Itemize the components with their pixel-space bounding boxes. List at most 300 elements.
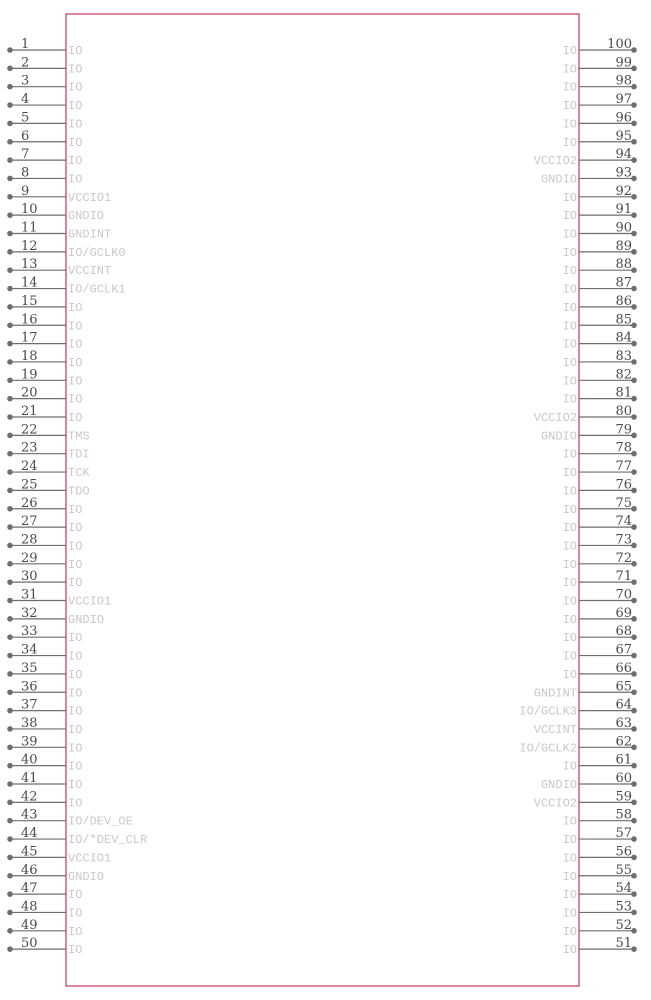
pin-2 [7, 55, 82, 76]
pin-number: 74 [615, 514, 632, 530]
pin-number: 10 [21, 202, 38, 218]
pin-28 [7, 532, 82, 553]
pin-end-dot [7, 579, 13, 585]
pin-number: 67 [615, 642, 632, 658]
pin-number: 37 [21, 697, 38, 713]
pin-6 [7, 129, 82, 150]
pin-name: IO [68, 796, 83, 811]
pin-number: 86 [615, 293, 632, 309]
pin-number: 96 [615, 110, 632, 126]
pin-end-dot [631, 249, 637, 255]
pin-1 [7, 37, 82, 58]
pin-name: IO/DEV_OE [68, 814, 133, 829]
pin-end-dot [631, 212, 637, 218]
pin-number: 80 [615, 404, 632, 419]
pin-end-dot [7, 212, 13, 218]
pin-number: 24 [21, 459, 38, 475]
pin-end-dot [7, 818, 13, 824]
pin-name: VCCIO1 [68, 594, 112, 609]
pin-number: 56 [615, 844, 632, 860]
pin-5 [7, 110, 82, 131]
pin-number: 81 [615, 385, 632, 401]
right-pin-column [519, 37, 636, 957]
pin-end-dot [7, 543, 13, 549]
pin-number: 73 [615, 532, 632, 548]
pin-end-dot [7, 781, 13, 787]
pin-name: IO/GCLK3 [519, 704, 577, 719]
pin-end-dot [7, 194, 13, 200]
pin-name: IO [68, 80, 83, 95]
pin-end-dot [7, 451, 13, 457]
pin-end-dot [7, 726, 13, 732]
pin-name: IO [68, 502, 83, 517]
pin-end-dot [7, 946, 13, 952]
pin-name: IO [562, 539, 577, 554]
pin-50 [7, 936, 82, 957]
pin-number: 78 [615, 440, 632, 456]
pin-name: IO [562, 282, 577, 297]
pin-name: IO [68, 539, 83, 554]
pin-22 [7, 422, 89, 443]
pin-48 [7, 899, 82, 920]
pin-end-dot [7, 341, 13, 347]
pin-end-dot [631, 488, 637, 494]
pin-end-dot [631, 396, 637, 402]
pin-end-dot [631, 745, 637, 751]
pin-name: IO [68, 722, 83, 737]
pin-name: TCK [68, 466, 90, 481]
pin-name: VCCINT [68, 264, 112, 279]
pin-17 [7, 331, 82, 352]
pin-number: 77 [615, 459, 632, 475]
pin-name: IO [562, 99, 577, 114]
pin-end-dot [631, 414, 637, 420]
pin-40 [7, 753, 82, 774]
pin-end-dot [631, 157, 637, 163]
pin-end-dot [7, 378, 13, 384]
pin-20 [7, 386, 82, 407]
pin-21 [7, 404, 82, 425]
pin-number: 61 [615, 752, 632, 768]
pin-name: GNDIO [540, 429, 577, 444]
pin-end-dot [7, 102, 13, 108]
pin-42 [7, 789, 82, 810]
pin-3 [7, 74, 82, 95]
pin-end-dot [631, 781, 637, 787]
pin-39 [7, 734, 82, 755]
pin-number: 92 [615, 183, 632, 199]
pin-end-dot [631, 671, 637, 677]
pin-name: VCCIO2 [533, 154, 577, 169]
pin-51 [563, 936, 637, 957]
pin-end-dot [631, 322, 637, 328]
pin-name: IO [562, 667, 577, 682]
pin-name: IO [562, 759, 577, 774]
pin-name: IO [562, 355, 577, 370]
pin-number: 7 [21, 147, 30, 163]
pin-name: IO [562, 594, 577, 609]
pin-end-dot [7, 634, 13, 640]
pin-number: 48 [21, 899, 38, 915]
pin-end-dot [631, 231, 637, 237]
pin-number: 94 [615, 147, 632, 163]
pin-name: IO [68, 924, 83, 939]
pin-number: 72 [615, 550, 632, 566]
pin-name: IO [562, 576, 577, 591]
pin-name: GNDIO [540, 778, 577, 792]
pin-end-dot [7, 359, 13, 365]
pin-name: IO [562, 392, 577, 407]
pin-number: 17 [21, 330, 38, 346]
pin-number: 4 [21, 92, 30, 108]
pin-end-dot [7, 689, 13, 695]
left-pin-column [7, 37, 147, 957]
pin-name: IO [68, 557, 83, 572]
pin-number: 46 [21, 862, 38, 878]
pin-end-dot [631, 946, 637, 952]
pin-name: IO [68, 300, 83, 315]
pin-end-dot [7, 286, 13, 292]
pin-end-dot [631, 451, 637, 457]
pin-end-dot [631, 66, 637, 72]
pin-name: IO [68, 154, 83, 169]
pin-name: TDO [68, 484, 90, 499]
pin-name: IO [562, 319, 577, 334]
pin-name: IO [562, 649, 577, 664]
pin-38 [7, 716, 82, 737]
pin-end-dot [631, 726, 637, 732]
pin-name: IO [68, 741, 83, 756]
pin-name: IO [562, 44, 577, 58]
pin-number: 54 [615, 881, 632, 897]
pin-name: VCCIO1 [68, 190, 112, 205]
pin-number: 68 [615, 624, 632, 640]
pin-number: 12 [21, 238, 38, 254]
pin-19 [7, 367, 82, 388]
pin-end-dot [7, 396, 13, 402]
pin-number: 88 [615, 257, 632, 273]
pin-end-dot [7, 598, 13, 604]
pin-number: 19 [21, 367, 38, 383]
pin-35 [7, 661, 82, 682]
pin-number: 26 [21, 495, 38, 511]
pin-number: 40 [21, 752, 38, 768]
pin-name: IO [68, 411, 83, 425]
pin-number: 8 [21, 165, 30, 181]
pin-number: 47 [21, 881, 38, 897]
pin-end-dot [631, 653, 637, 659]
pin-number: 29 [21, 550, 38, 566]
pin-number: 15 [21, 293, 38, 309]
pin-name: IO [68, 759, 83, 774]
pin-number: 52 [615, 917, 632, 933]
pin-number: 60 [615, 771, 632, 786]
pin-name: IO [68, 337, 83, 352]
pin-end-dot [631, 378, 637, 384]
pin-number: 2 [21, 55, 30, 71]
pin-end-dot [7, 121, 13, 127]
pin-number: 13 [21, 257, 38, 273]
pin-number: 28 [21, 532, 38, 548]
pin-end-dot [7, 653, 13, 659]
pin-number: 20 [21, 385, 38, 401]
pin-number: 51 [615, 936, 632, 952]
pin-name: TDI [68, 447, 90, 462]
pin-end-dot [631, 873, 637, 879]
pin-name: IO [562, 374, 577, 389]
pin-name: IO [68, 62, 83, 77]
pin-name: GNDIO [68, 209, 105, 224]
pin-8 [7, 165, 82, 186]
pin-number: 87 [615, 275, 632, 291]
pin-number: 36 [21, 679, 38, 695]
pin-end-dot [7, 249, 13, 255]
pin-number: 25 [21, 477, 38, 493]
pin-end-dot [631, 543, 637, 549]
pin-name: IO [68, 576, 83, 591]
pin-15 [7, 294, 82, 315]
pin-end-dot [631, 267, 637, 273]
pin-number: 1 [21, 37, 30, 52]
pin-end-dot [631, 121, 637, 127]
pin-end-dot [7, 157, 13, 163]
pin-name: VCCIO2 [533, 411, 577, 425]
pin-number: 90 [615, 220, 632, 236]
pin-number: 85 [615, 312, 632, 328]
pin-end-dot [7, 488, 13, 494]
pin-end-dot [7, 304, 13, 310]
pin-number: 84 [615, 330, 632, 346]
pin-25 [7, 477, 89, 498]
pin-number: 30 [21, 569, 38, 585]
pin-name: IO [68, 943, 83, 958]
pin-name: VCCINT [533, 722, 577, 737]
pin-4 [7, 92, 82, 113]
pin-name: IO [562, 612, 577, 627]
pin-name: IO [68, 704, 83, 719]
pin-end-dot [631, 139, 637, 145]
pin-end-dot [631, 469, 637, 475]
pin-name: IO [68, 686, 83, 701]
pin-49 [7, 918, 82, 939]
pin-end-dot [7, 616, 13, 622]
pin-number: 93 [615, 165, 632, 181]
pin-number: 55 [615, 862, 632, 878]
pin-end-dot [7, 671, 13, 677]
pin-end-dot [631, 524, 637, 530]
pin-name: IO [562, 924, 577, 939]
pin-end-dot [631, 561, 637, 567]
pin-number: 76 [615, 477, 632, 493]
pin-name: IO [68, 778, 83, 792]
pin-end-dot [631, 689, 637, 695]
pin-name: IO [562, 833, 577, 848]
pin-name: IO [562, 300, 577, 315]
pin-end-dot [7, 231, 13, 237]
pin-name: GNDIO [540, 172, 577, 187]
pin-name: IO [68, 374, 83, 389]
pin-name: IO [562, 264, 577, 279]
pin-number: 64 [615, 697, 632, 713]
pin-41 [7, 771, 82, 792]
pin-name: IO [562, 631, 577, 646]
pin-number: 39 [21, 734, 38, 750]
pin-number: 69 [615, 605, 632, 621]
pin-16 [7, 312, 82, 333]
pin-number: 79 [615, 422, 632, 438]
pin-end-dot [631, 598, 637, 604]
pin-end-dot [7, 910, 13, 916]
pin-end-dot [7, 708, 13, 714]
pin-name: GNDIO [68, 869, 105, 884]
pin-name: IO [68, 888, 83, 903]
pin-number: 71 [615, 569, 632, 585]
pin-37 [7, 698, 82, 719]
pin-36 [7, 679, 82, 700]
pin-name: IO [68, 172, 83, 187]
pin-name: IO [562, 814, 577, 829]
pin-name: IO [562, 484, 577, 499]
pin-end-dot [7, 524, 13, 530]
pin-number: 27 [21, 514, 38, 530]
pin-number: 49 [21, 917, 38, 933]
pin-end-dot [631, 286, 637, 292]
pin-number: 83 [615, 348, 632, 364]
pin-name: IO [562, 521, 577, 536]
pin-name: IO [68, 319, 83, 334]
pin-name: IO [562, 502, 577, 517]
pin-26 [7, 496, 82, 517]
pin-end-dot [631, 304, 637, 310]
pin-number: 44 [21, 826, 38, 842]
pin-end-dot [631, 763, 637, 769]
pin-name: IO [68, 117, 83, 132]
pin-end-dot [631, 84, 637, 90]
pin-number: 95 [615, 128, 632, 144]
pin-end-dot [631, 818, 637, 824]
pin-name: IO [562, 869, 577, 884]
pin-18 [7, 349, 82, 370]
pin-number: 5 [21, 110, 30, 126]
pin-number: 97 [615, 92, 632, 108]
pin-name: IO [562, 62, 577, 77]
pin-number: 6 [21, 128, 30, 144]
pin-end-dot [631, 836, 637, 842]
pin-end-dot [7, 506, 13, 512]
pin-name: IO [68, 44, 83, 58]
pin-number: 91 [615, 202, 632, 218]
pin-number: 33 [21, 624, 38, 640]
pin-end-dot [7, 139, 13, 145]
pin-23 [7, 441, 89, 462]
pin-end-dot [631, 433, 637, 439]
pin-name: VCCIO2 [533, 796, 577, 811]
pin-number: 99 [615, 55, 632, 71]
pin-name: IO [562, 943, 577, 958]
pin-end-dot [7, 873, 13, 879]
pin-name: IO [562, 135, 577, 150]
pin-number: 43 [21, 807, 38, 823]
pin-name: GNDIO [68, 612, 105, 627]
pin-end-dot [7, 47, 13, 53]
pin-end-dot [7, 763, 13, 769]
pin-end-dot [631, 855, 637, 861]
pin-end-dot [7, 800, 13, 806]
pin-end-dot [7, 267, 13, 273]
pin-name: IO [68, 99, 83, 114]
pin-number: 3 [21, 73, 30, 89]
pin-number: 9 [21, 183, 30, 199]
pin-number: 31 [21, 587, 38, 603]
pin-number: 65 [615, 679, 632, 695]
pin-name: VCCIO1 [68, 851, 112, 866]
pin-name: IO [562, 888, 577, 903]
pin-end-dot [631, 708, 637, 714]
pin-name: IO/*DEV_CLR [68, 833, 148, 848]
pin-name: IO/GCLK0 [68, 245, 126, 260]
pin-number: 16 [21, 312, 38, 328]
pin-end-dot [631, 194, 637, 200]
pin-number: 41 [21, 771, 38, 786]
pin-end-dot [7, 66, 13, 72]
pin-name: IO/GCLK2 [519, 741, 577, 756]
pin-30 [7, 569, 82, 590]
pin-number: 66 [615, 660, 632, 676]
pin-number: 38 [21, 715, 38, 731]
pin-name: IO [562, 557, 577, 572]
pin-name: IO [562, 80, 577, 95]
pin-29 [7, 551, 82, 572]
pin-end-dot [7, 891, 13, 897]
pin-end-dot [631, 800, 637, 806]
pin-number: 14 [21, 275, 38, 291]
pin-name: IO [562, 851, 577, 866]
pin-name: IO [68, 649, 83, 664]
pin-number: 42 [21, 789, 38, 805]
pin-name: TMS [68, 429, 90, 444]
pin-number: 62 [615, 734, 632, 750]
pin-end-dot [7, 855, 13, 861]
pin-number: 23 [21, 440, 38, 456]
pin-number: 21 [21, 404, 38, 419]
pin-end-dot [631, 176, 637, 182]
pin-end-dot [631, 579, 637, 585]
pin-number: 89 [615, 238, 632, 254]
pin-34 [7, 643, 82, 664]
pin-number: 58 [615, 807, 632, 823]
pin-end-dot [631, 891, 637, 897]
pin-end-dot [631, 341, 637, 347]
pin-number: 100 [607, 37, 632, 52]
pin-number: 11 [21, 220, 38, 236]
pin-name: IO [562, 117, 577, 132]
pin-end-dot [631, 359, 637, 365]
pin-number: 35 [21, 660, 38, 676]
pin-number: 63 [615, 715, 632, 731]
pin-name: IO [562, 906, 577, 921]
pin-name: IO [562, 447, 577, 462]
pin-number: 75 [615, 495, 632, 511]
pin-number: 53 [615, 899, 632, 915]
pin-name: IO [562, 466, 577, 481]
pin-end-dot [631, 102, 637, 108]
pin-name: IO [562, 227, 577, 242]
pin-name: IO [68, 135, 83, 150]
pin-number: 34 [21, 642, 38, 658]
pin-number: 18 [21, 348, 38, 364]
pin-end-dot [7, 414, 13, 420]
pin-name: IO [562, 190, 577, 205]
